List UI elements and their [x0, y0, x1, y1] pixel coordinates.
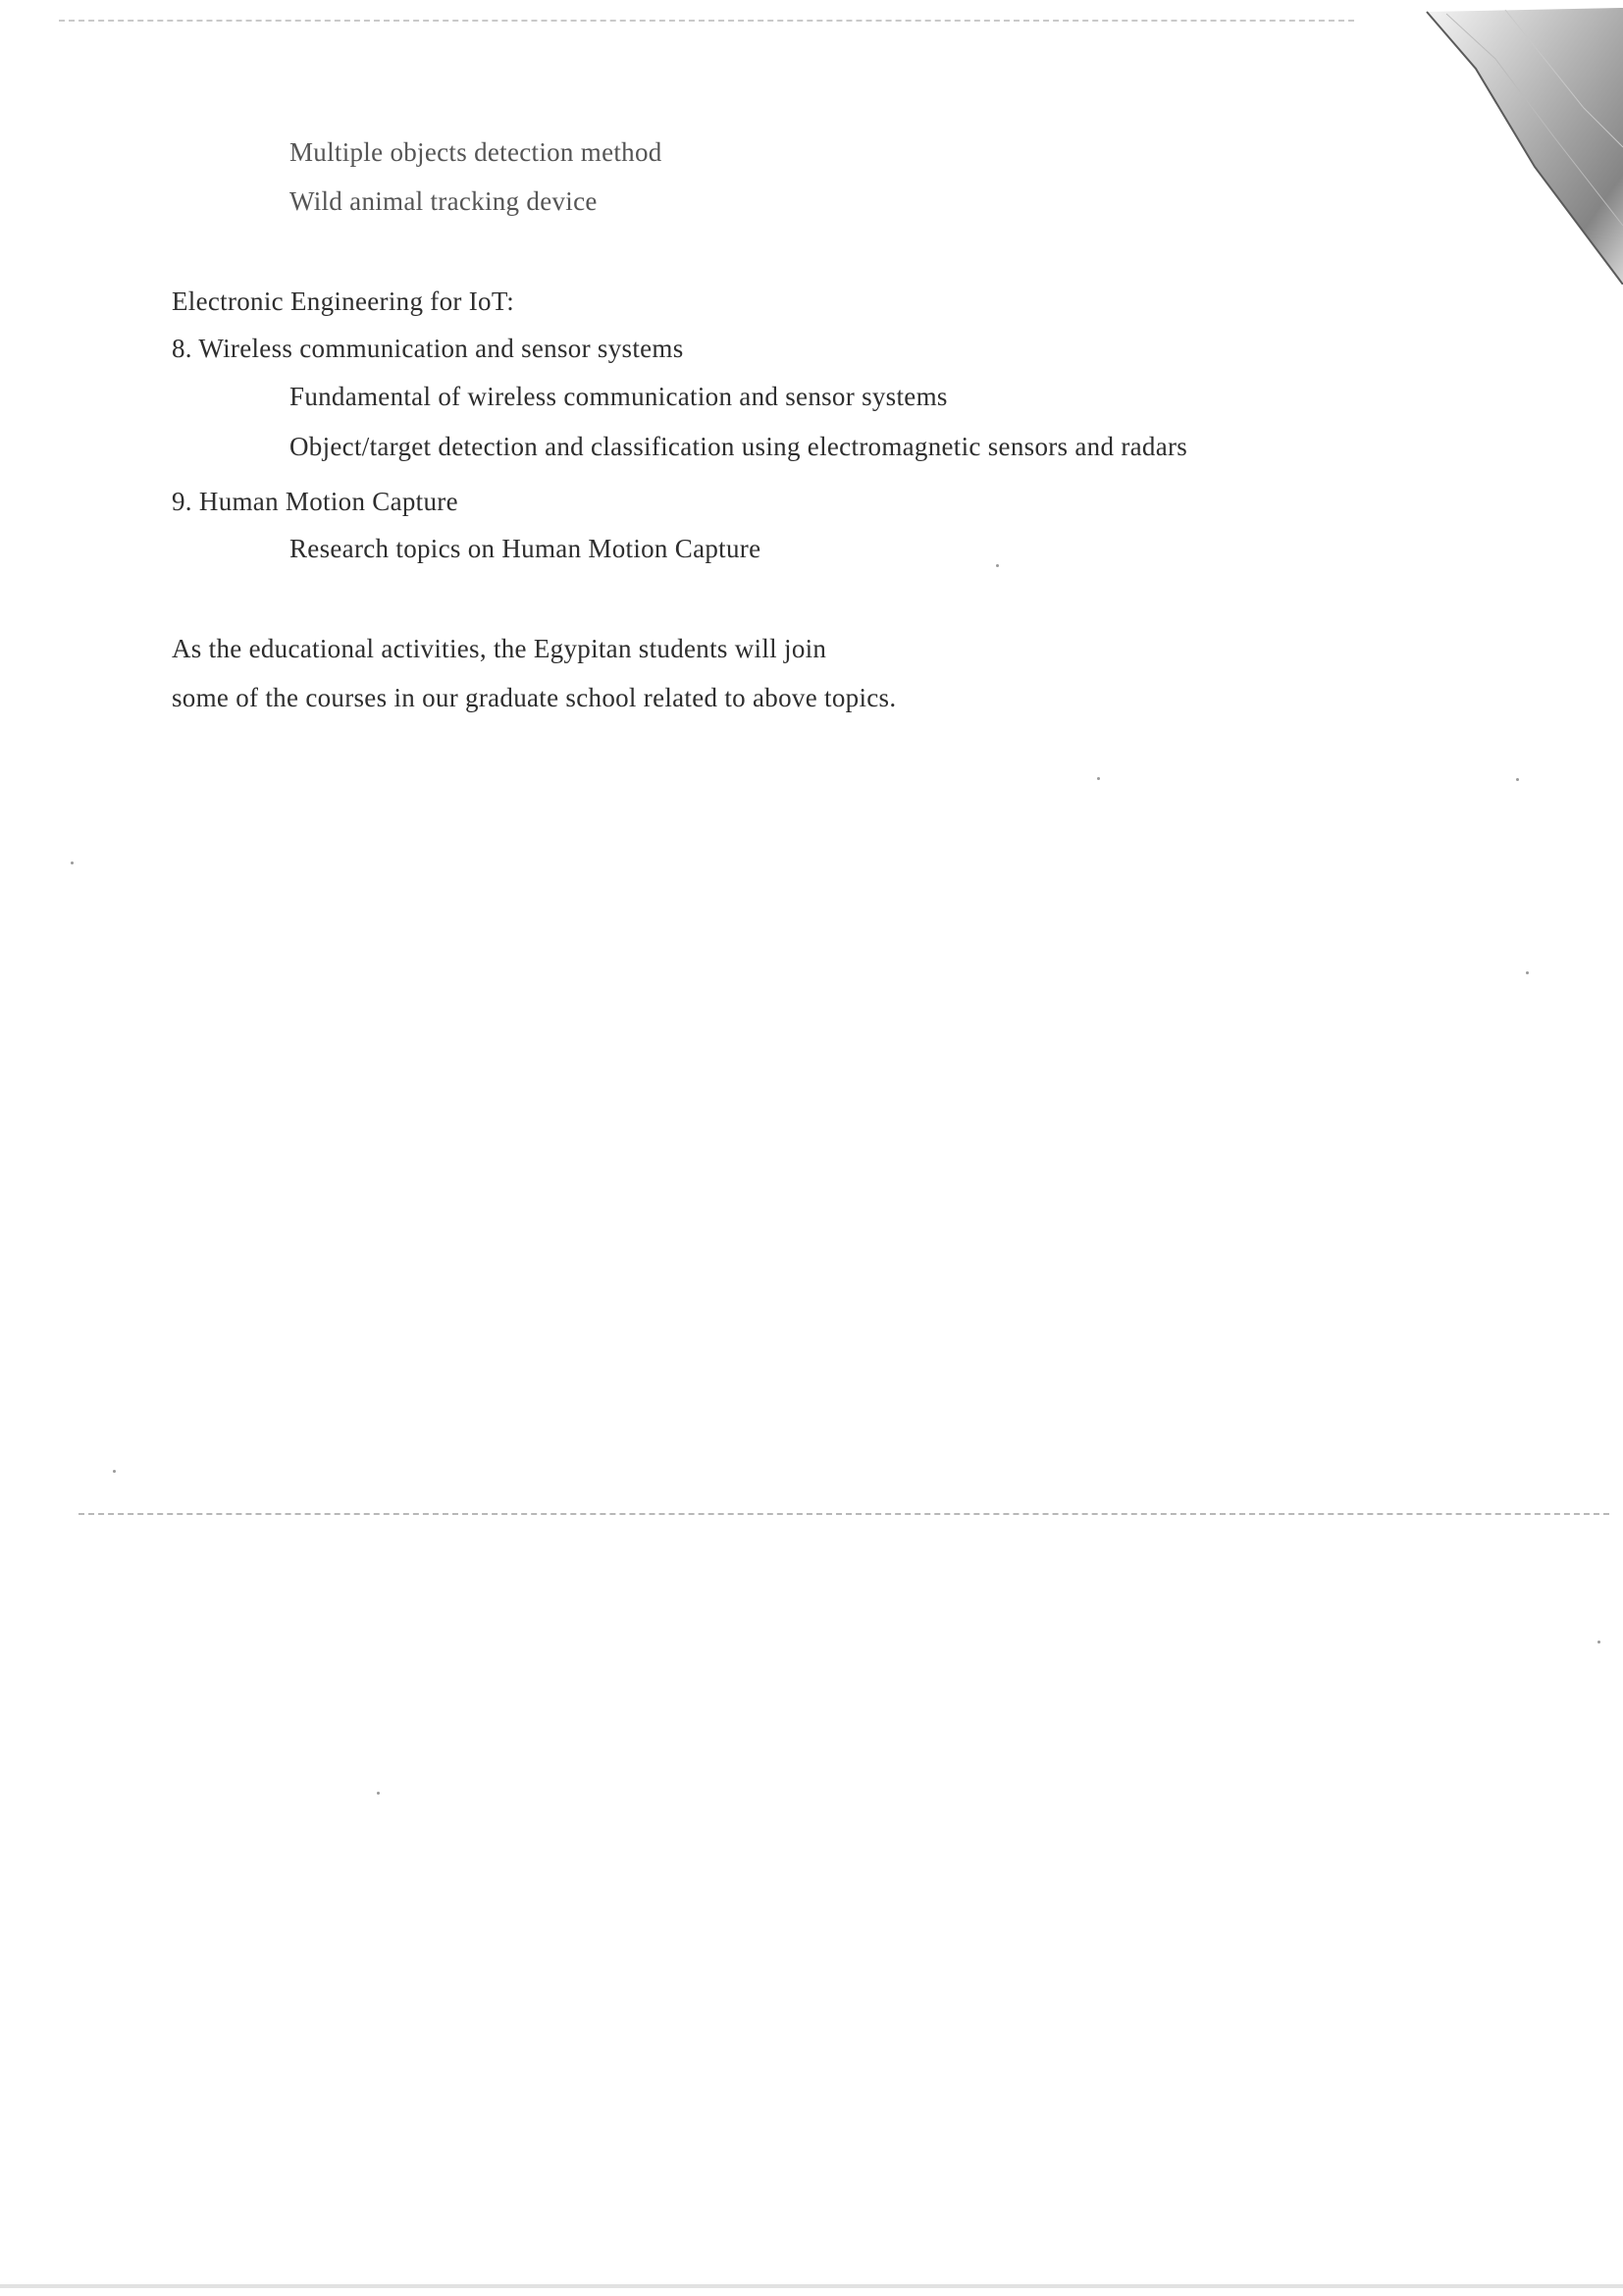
paragraph-line-2: some of the courses in our graduate school related to above topics. — [172, 683, 897, 712]
list-subitem-wild-animal-tracking: Wild animal tracking device — [289, 186, 598, 216]
scan-speck — [377, 1792, 380, 1795]
paragraph-line-1: As the educational activities, the Egypitan students will join — [172, 634, 827, 663]
scan-speck — [113, 1470, 116, 1473]
scan-artifact-top-line — [59, 20, 1354, 22]
list-item-human-motion-capture: 9. Human Motion Capture — [172, 487, 458, 516]
scan-speck — [71, 861, 74, 864]
list-subitem-object-target-detection: Object/target detection and classification using electromagnetic sensors and radars — [289, 432, 1188, 461]
scan-speck — [1526, 971, 1529, 974]
section-heading-electronic-engineering: Electronic Engineering for IoT: — [172, 287, 515, 316]
folded-corner-shadow — [1329, 0, 1623, 285]
list-subitem-fundamentals-wireless: Fundamental of wireless communication and sensor systems — [289, 382, 948, 411]
list-subitem-multiple-objects-detection: Multiple objects detection method — [289, 137, 662, 167]
scan-artifact-middle-line — [79, 1513, 1609, 1515]
scan-speck — [996, 564, 999, 567]
list-item-wireless-communication: 8. Wireless communication and sensor systems — [172, 334, 684, 363]
scan-speck — [1597, 1641, 1600, 1644]
scan-speck — [1516, 778, 1519, 781]
scan-artifact-bottom-edge — [0, 2284, 1623, 2288]
scan-speck — [1097, 777, 1100, 780]
list-subitem-research-topics: Research topics on Human Motion Capture — [289, 534, 761, 563]
